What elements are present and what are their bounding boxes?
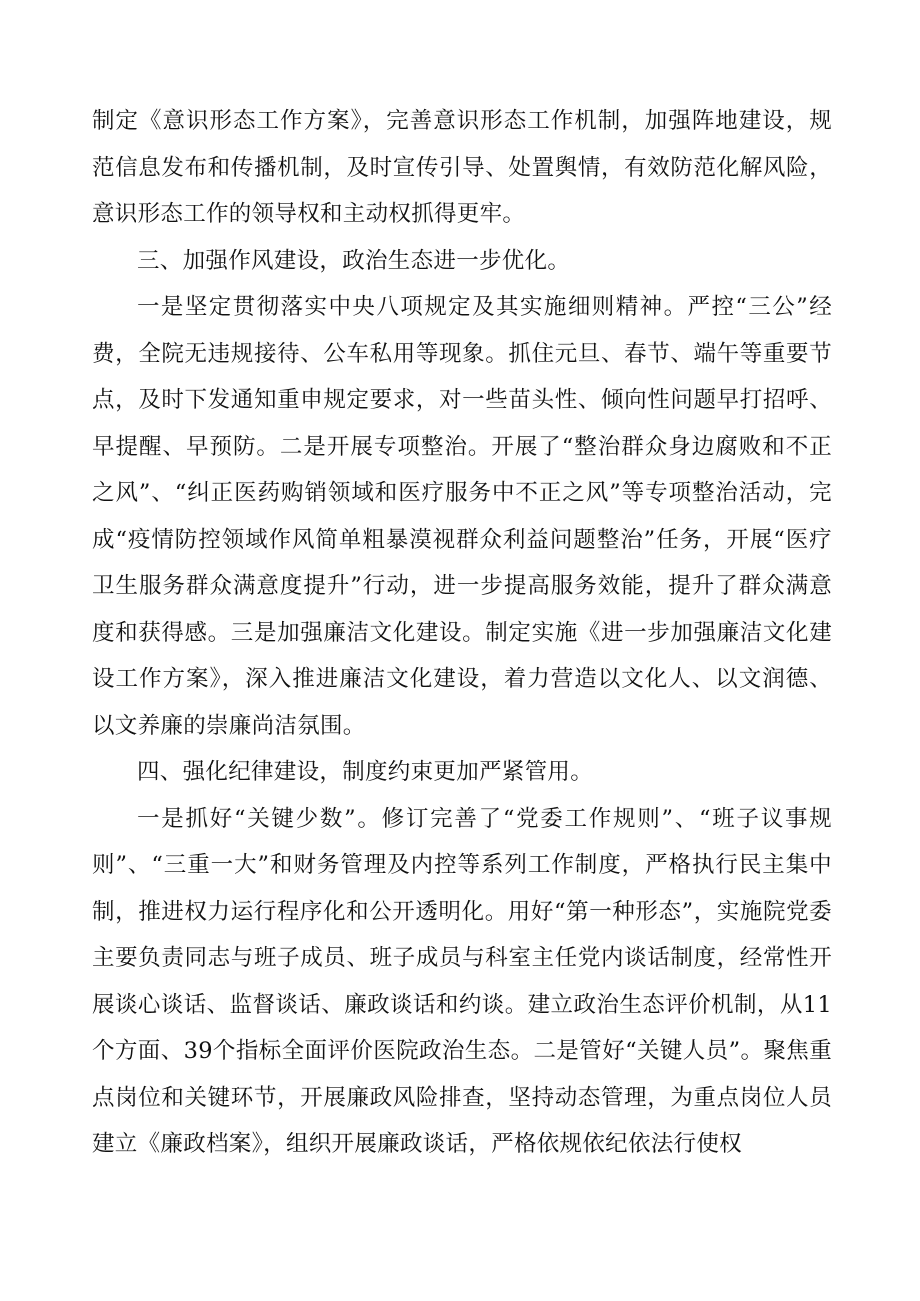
paragraph-work-style: 一是坚定贯彻落实中央八项规定及其实施细则精神。严控“三公”经费，全院无违规接待、公车私用等现象。抓住元旦、春节、端午等重要节点，及时下发通知重申规定要求，对一些苗头性、倾向性问题早打招呼、早提醒、早预防。二是开展专项整治。开展了“整治群众身边腐败和不正之风”、“纠正医药购销领域和医疗服务中不正之风”等专项整治活动，完成“疫情防控领域作风简单粗暴漠视群众利益问题整治”任务，开展“医疗卫生服务群众满意度提升”行动，进一步提高服务效能，提升了群众满意度和获得感。三是加强廉洁文化建设。制定实施《进一步加强廉洁文化建设工作方案》，深入推进廉洁文化建设，着力营造以文化人、以文润德、以文养廉的崇廉尚洁氛围。 <box>92 294 832 739</box>
section-heading-four: 四、强化纪律建设，制度约束更加严紧管用。 <box>137 759 594 785</box>
paragraph-ideology-continued: 制定《意识形态工作方案》，完善意识形态工作机制，加强阵地建设，规范信息发布和传播机制，及时宣传引导、处置舆情，有效防范化解风险，意识形态工作的领导权和主动权抓得更牢。 <box>92 108 832 227</box>
document-body <box>92 98 832 1168</box>
section-heading-three: 三、加强作风建设，政治生态进一步优化。 <box>137 247 571 274</box>
paragraph-discipline: 一是抓好“关键少数”。修订完善了“党委工作规则”、“班子议事规则”、“三重一大”和财务管理及内控等系列工作制度，严格执行民主集中制，推进权力运行程序化和公开透明化。用好“第一种形态”，实施院党委主要负责同志与班子成员、班子成员与科室主任党内谈话制度，经常性开展谈心谈话、监督谈话、廉政谈话和约谈。建立政治生态评价机制，从11个方面、39个指标全面评价医院政治生态。二是管好“关键人员”。聚焦重点岗位和关键环节，开展廉政风险排查，坚持动态管理，为重点岗位人员建立《廉政档案》，组织开展廉政谈话，严格依规依纪依法行使权 <box>92 805 832 1157</box>
